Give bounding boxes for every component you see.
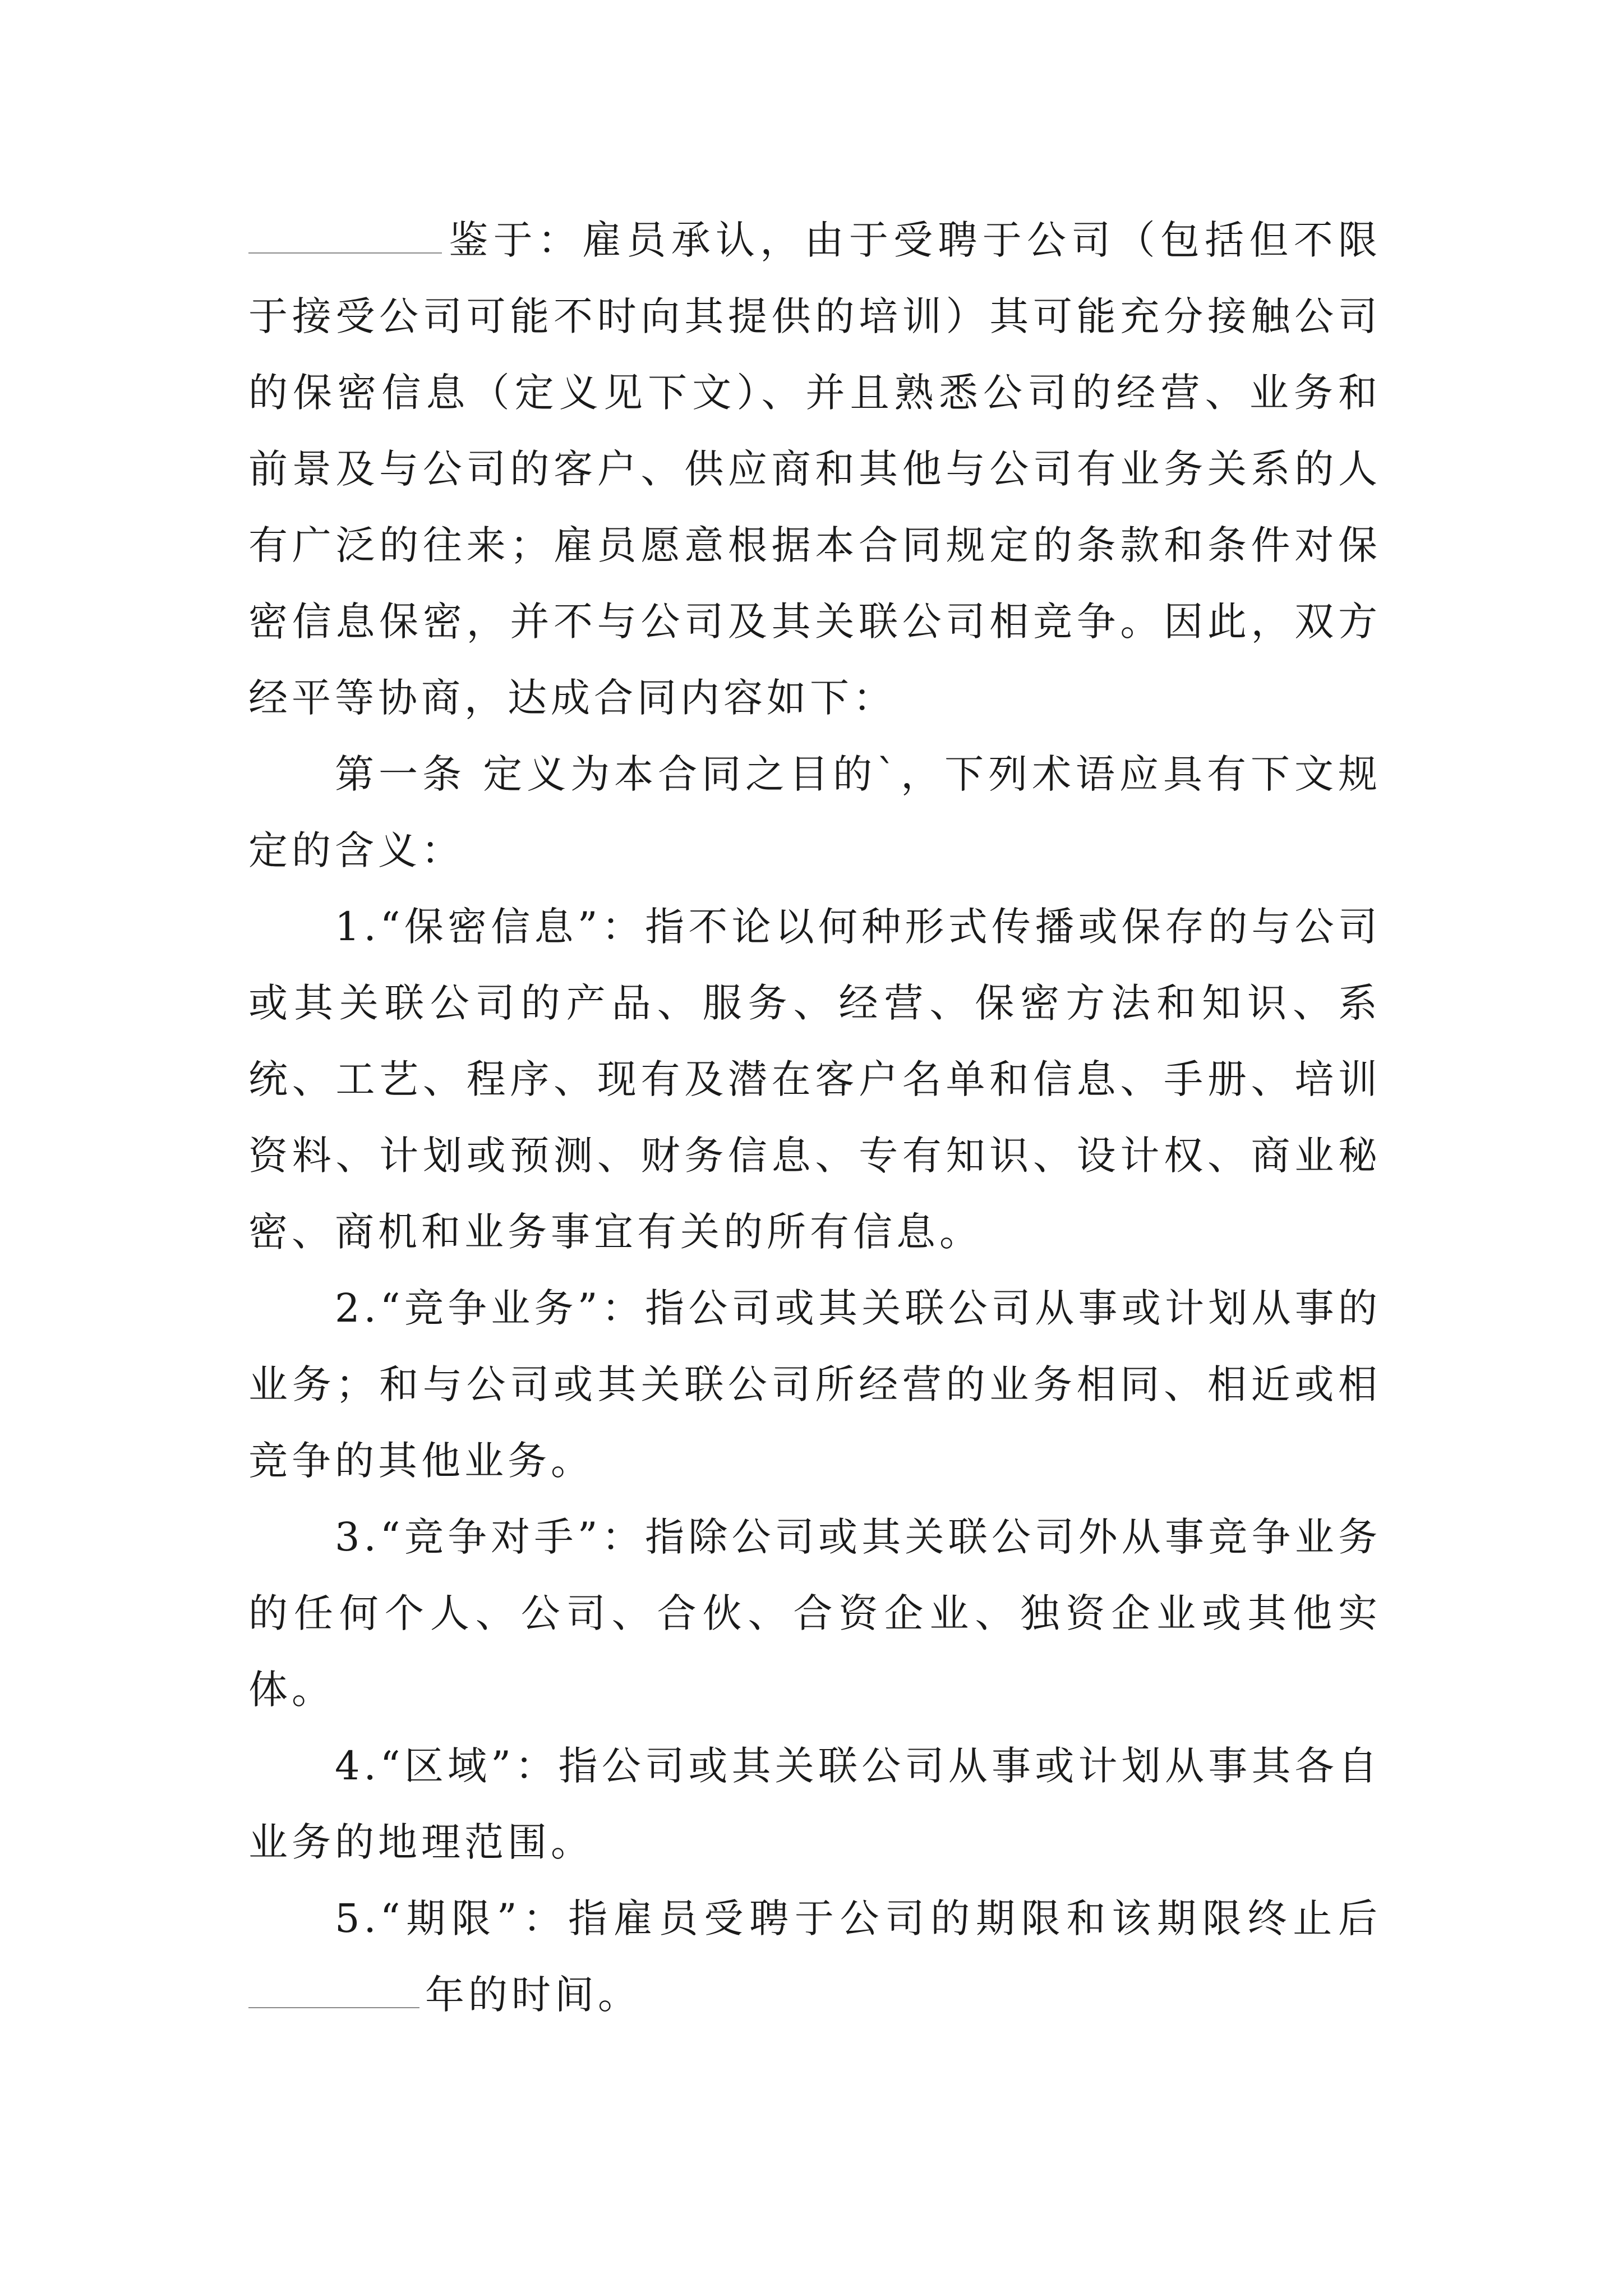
blank-fill-line (248, 1967, 419, 2008)
definition-text: 2.“竞争业务”：指公司或其关联公司从事或计划从事的业务；和与公司或其关联公司所经营的业务相同、相近或相竞争的其他业务。 (248, 1285, 1381, 1484)
paragraph-definition-competing-business (248, 1270, 1381, 1499)
paragraph-definition-confidential-info (248, 889, 1381, 1270)
blank-fill-line (248, 212, 442, 254)
definition-text-end: 年的时间。 (425, 1972, 641, 2018)
paragraph-definition-term (248, 1880, 1381, 2033)
paragraph-recital (248, 202, 1381, 736)
recital-text: 鉴于：雇员承认，由于受聘于公司（包括但不限于接受公司可能不时向其提供的培训）其可能充分接触公司的保密信息（定义见下文）、并且熟悉公司的经营、业务和前景及与公司的客户、供应商和其他与公司有业务关系的人有广泛的往来；雇员愿意根据本合同规定的条款和条件对保密信息保密，并不与公司及其关联公司相竞争。因此，双方经平等协商，达成合同内容如下： (248, 217, 1381, 721)
definition-text: 5.“期限”：指雇员受聘于公司的期限和该期限终止后 (335, 1895, 1381, 1941)
document-body (248, 202, 1381, 2033)
paragraph-article-one-heading (248, 736, 1381, 889)
paragraph-definition-region (248, 1728, 1381, 1880)
definition-text: 3.“竞争对手”：指除公司或其关联公司外从事竞争业务的任何个人、公司、合伙、合资企业、独资企业或其他实体。 (248, 1514, 1381, 1713)
article-one-text: 第一条 定义为本合同之目的`，下列术语应具有下文规定的含义： (248, 751, 1381, 873)
paragraph-definition-competitor (248, 1499, 1381, 1728)
definition-text: 4.“区域”：指公司或其关联公司从事或计划从事其各自业务的地理范围。 (248, 1743, 1381, 1865)
definition-text: 1.“保密信息”：指不论以何种形式传播或保存的与公司或其关联公司的产品、服务、经营、保密方法和知识、系统、工艺、程序、现有及潜在客户名单和信息、手册、培训资料、计划或预测、财务信息、专有知识、设计权、商业秘密、商机和业务事宜有关的所有信息。 (248, 904, 1381, 1255)
